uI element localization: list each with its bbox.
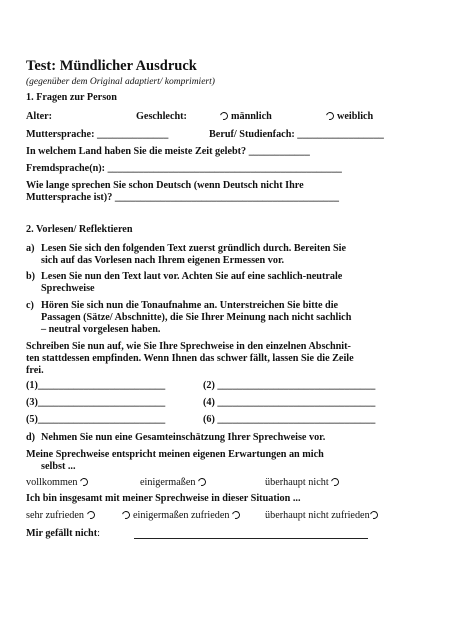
instruction-line1: Schreiben Sie nun auf, wie Sie Ihre Sprechweise in den einzelnen Abschnit- xyxy=(26,341,351,352)
item-b-line2: Sprechweise xyxy=(41,283,95,294)
radio-circle-icon[interactable] xyxy=(121,510,132,521)
radio-circle-icon[interactable] xyxy=(85,510,96,521)
radio-circle-icon[interactable] xyxy=(231,510,242,521)
duration-question-line1: Wie lange sprechen Sie schon Deutsch (wenn Deutsch nicht Ihre xyxy=(26,180,304,191)
expectation-question-line1: Meine Sprechweise entspricht meinen eigenen Erwartungen an mich xyxy=(26,449,324,460)
item-c-line2: Passagen (Sätze/ Abschnitte), die Sie Ihrer Meinung nach nicht sachlich xyxy=(41,312,352,323)
gender-male-text: männlich xyxy=(231,111,272,122)
age-label: Alter: xyxy=(26,111,53,122)
satisfied-option-none[interactable] xyxy=(265,510,381,522)
radio-circle-icon[interactable] xyxy=(219,111,230,122)
radio-circle-icon[interactable] xyxy=(330,477,341,488)
item-c-line3: – neutral vorgelesen haben. xyxy=(41,324,161,335)
answer-field-4[interactable]: (4) _______________________________ xyxy=(203,397,376,408)
answer-field-5[interactable]: (5)_________________________ xyxy=(26,414,166,425)
item-b-line1: Lesen Sie nun den Text laut vor. Achten Sie auf eine sachlich-neutrale xyxy=(41,271,343,282)
radio-circle-icon[interactable] xyxy=(79,477,90,488)
answer-field-2[interactable]: (2) _______________________________ xyxy=(203,380,376,391)
item-b-marker: b) xyxy=(26,271,36,282)
page-title: Test: Mündlicher Ausdruck xyxy=(26,58,197,74)
instruction-line3: frei. xyxy=(26,365,44,376)
country-field[interactable]: In welchem Land haben Sie die meiste Zeit gelebt? ____________ xyxy=(26,146,310,157)
expect-option-full-text: vollkommen xyxy=(26,477,78,488)
gender-female-text: weiblich xyxy=(337,111,374,122)
dislike-label: Mir gefällt nicht xyxy=(26,528,98,539)
section1-heading: 1. Fragen zur Person xyxy=(26,92,117,103)
gender-female-option[interactable] xyxy=(326,111,373,123)
satisfied-option-somewhat-text: einigermaßen zufrieden xyxy=(133,510,230,521)
instruction-line2: ten stattdessen empfinden. Wenn Ihnen das schwer fällt, lassen Sie die Zeile xyxy=(26,353,354,364)
satisfied-option-none-text: überhaupt nicht zufrieden xyxy=(265,510,370,521)
answer-field-1[interactable]: (1)_________________________ xyxy=(26,380,166,391)
item-d-marker: d) xyxy=(26,432,36,443)
satisfaction-question: Ich bin insgesamt mit meiner Sprechweise in dieser Situation ... xyxy=(26,493,301,504)
item-c-marker: c) xyxy=(26,300,34,311)
item-a-line1: Lesen Sie sich den folgenden Text zuerst gründlich durch. Bereiten Sie xyxy=(41,243,346,254)
foreign-language-field[interactable]: Fremdsprache(n): ______________________________________________ xyxy=(26,163,342,174)
answer-field-6[interactable]: (6) _______________________________ xyxy=(203,414,376,425)
expectation-question-line2: selbst ... xyxy=(41,461,76,472)
expect-option-somewhat-text: einigermaßen xyxy=(140,477,196,488)
page-subtitle: (gegenüber dem Original adaptiert/ komprimiert) xyxy=(26,77,215,87)
satisfied-option-very[interactable] xyxy=(26,510,98,522)
expect-option-somewhat[interactable] xyxy=(140,477,209,489)
gender-label: Geschlecht: xyxy=(136,111,187,122)
dislike-answer-line[interactable] xyxy=(134,538,368,539)
expect-option-none[interactable] xyxy=(265,477,342,489)
satisfied-option-somewhat[interactable] xyxy=(122,510,243,522)
dislike-field[interactable]: Mir gefällt nicht: xyxy=(26,528,100,539)
answer-field-3[interactable]: (3)_________________________ xyxy=(26,397,166,408)
radio-circle-icon[interactable] xyxy=(325,111,336,122)
gender-male-option[interactable] xyxy=(220,111,272,123)
item-c-line1: Hören Sie sich nun die Tonaufnahme an. Unterstreichen Sie bitte die xyxy=(41,300,339,311)
expect-option-none-text: überhaupt nicht xyxy=(265,477,329,488)
satisfied-option-very-text: sehr zufrieden xyxy=(26,510,84,521)
item-d-text: Nehmen Sie nun eine Gesamteinschätzung Ihrer Sprechweise vor. xyxy=(41,432,326,443)
expect-option-full[interactable] xyxy=(26,477,91,489)
duration-question-field[interactable]: Muttersprache ist)? ____________________________________________ xyxy=(26,192,339,203)
profession-field[interactable]: Beruf/ Studienfach: _________________ xyxy=(209,129,384,140)
item-a-line2: sich auf das Vorlesen nach Ihrem eigenen Ermessen vor. xyxy=(41,255,285,266)
mother-tongue-field[interactable]: Muttersprache: ______________ xyxy=(26,129,169,140)
item-a-marker: a) xyxy=(26,243,35,254)
section2-heading: 2. Vorlesen/ Reflektieren xyxy=(26,224,133,235)
radio-circle-icon[interactable] xyxy=(197,477,208,488)
